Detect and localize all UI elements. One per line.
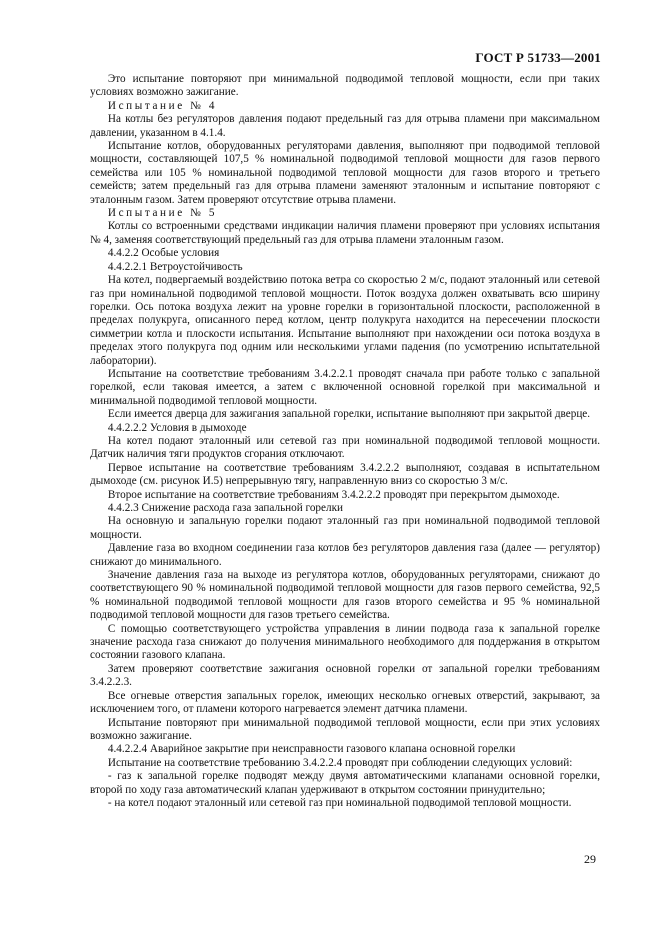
paragraph: Затем проверяют соответствие зажигания основной горелки от запальной горелки требованиям 3.4.2.2.3. [90, 662, 600, 689]
paragraph: Испытание на соответствие требованию 3.4.2.2.4 проводят при соблюдении следующих условий: [107, 756, 573, 769]
paragraph: Испытание повторяют при минимальной подводимой тепловой мощности, если при этих условиях возможно зажигание. [90, 716, 600, 742]
paragraph: Испытание котлов, оборудованных регуляторами давления, выполняют при подводимой тепловой мощности, составляющей 107,5 % номинальной подводимой тепловой мощности для газов первого семейства или 105 % номинальной подводимой тепловой мощности для газов второго и третьего семейств; затем предельный газ для отрыва пламени заменяют эталонным и испытание повторяют с эталонным газом. Затем проверяют отсутствие отрыва пламени. [90, 140, 600, 206]
section-heading: 4.4.2.2.2 Условия в дымоходе [107, 421, 247, 434]
paragraph: На котел подают эталонный или сетевой газ при номинальной подводимой тепловой мощности. Датчик наличия тяги продуктов сгорания отключают. [90, 434, 600, 461]
section-heading: 4.4.2.2.4 Аварийное закрытие при неисправности газового клапана основной горелки [107, 743, 516, 756]
paragraph: Испытание на соответствие требованиям 3.4.2.2.1 проводят сначала при работе только с запальной горелкой, если таковая имеется, а затем с включенной основной горелкой при максимальной и минимальной подводимой тепловой мощности. [90, 367, 600, 407]
paragraph: На котел, подвергаемый воздействию потока ветра со скоростью 2 м/с, подают эталонный или сетевой газ при номинальной подводимой тепловой мощности. Поток воздуха должен охватывать всю ширину горелки. Ось потока воздуха лежит на уровне горелки в горизонтальной плоскости, расположенной в пределах полукруга, описанного перед котлом, центр полукруга находится на пересечении плоскости симметрии котла и плоскости испытания. Испытание выполняют при нахождении оси потока воздуха в пределах этого полукруга под одним или несколькими углами падения (по усмотрению испытательной лаборатории). [90, 274, 600, 367]
paragraph: Это испытание повторяют при минимальной подводимой тепловой мощности, если при таких условиях возможно зажигание. [90, 73, 600, 99]
paragraph: Если имеется дверца для зажигания запальной горелки, испытание выполняют при закрытой дверце. [107, 408, 591, 421]
test-heading-4: Испытание № 4 [107, 99, 218, 112]
list-item: - на котел подают эталонный или сетевой газ при номинальной подводимой тепловой мощности. [107, 796, 572, 809]
paragraph: Первое испытание на соответствие требованиям 3.4.2.2.2 выполняют, создавая в испытательном дымоходе (см. рисунок И.5) непрерывную тягу, направленную вниз со скоростью 3 м/с. [90, 461, 600, 488]
paragraph: На котлы без регуляторов давления подают предельный газ для отрыва пламени при максимальном давлении, указанном в 4.1.4. [90, 113, 600, 139]
section-heading: 4.4.2.2 Особые условия [107, 247, 220, 260]
document-code-header: ГОСТ Р 51733—2001 [475, 50, 601, 65]
paragraph: Давление газа во входном соединении газа котлов без регуляторов давления газа (далее — регулятор) снижают до минимального. [90, 542, 600, 568]
section-heading: 4.4.2.3 Снижение расхода газа запальной горелки [107, 502, 344, 514]
paragraph: Все огневые отверстия запальных горелок, имеющих несколько огневых отверстий, закрывают, за исключением того, от пламени которого нагревается элемент датчика пламени. [90, 689, 600, 716]
paragraph: На основную и запальную горелки подают эталонный газ при номинальной подводимой тепловой мощности. [90, 515, 600, 541]
list-item: - газ к запальной горелке подводят между двумя автоматическими клапанами основной горелки, второй по ходу газа автоматический клапан удерживают в открытом состоянии принудительно; [90, 770, 600, 796]
page-number: 29 [584, 852, 596, 866]
document-body [90, 73, 600, 810]
paragraph: Второе испытание на соответствие требованиям 3.4.2.2.2 проводят при перекрытом дымоходе. [107, 488, 560, 501]
paragraph: С помощью соответствующего устройства управления в линии подвода газа к запальной горелке значение расхода газа снижают до получения минимального необходимого для поддержания в открытом состоянии газового клапана. [90, 622, 600, 662]
paragraph: Котлы со встроенными средствами индикации наличия пламени проверяют при условиях испытания № 4, заменяя соответствующий предельный газ для отрыва пламени эталонным газом. [90, 220, 600, 246]
test-heading-5: Испытание № 5 [107, 207, 218, 220]
paragraph: Значение давления газа на выходе из регулятора котлов, оборудованных регуляторами, снижают до соответствующего 90 % номинальной подводимой тепловой мощности для газов первого семейства, 92,5 % номинальной подводимой тепловой мощности для газов второго семейства и 95 % номинальной подводимой тепловой мощности для газов третьего семейства. [90, 569, 600, 622]
section-heading: 4.4.2.2.1 Ветроустойчивость [107, 260, 243, 273]
